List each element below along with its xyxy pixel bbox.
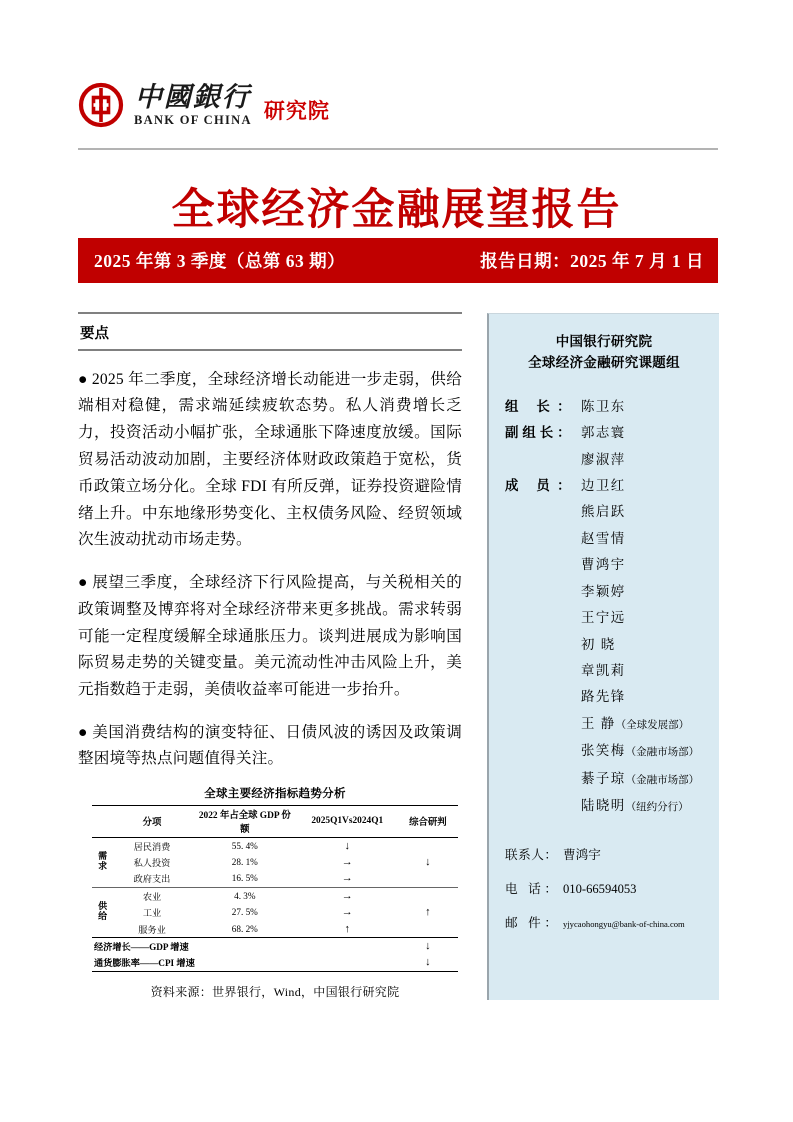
cell-judge: ↓ — [425, 856, 431, 869]
cell-share: 27. 5% — [231, 907, 258, 918]
cell-share: 68. 2% — [231, 923, 258, 934]
table-summary-row — [92, 937, 458, 954]
member-role: 成 员： — [505, 478, 571, 494]
cell-share: 55. 4% — [231, 840, 258, 851]
contact-person-label: 联系人： — [505, 847, 557, 862]
member-name: 郭志寰 — [581, 425, 626, 441]
group-label-demand: 需求 — [97, 851, 108, 872]
col-header-compare: 2025Q1Vs2024Q1 — [311, 816, 384, 827]
cell-compare: ↑ — [344, 922, 351, 935]
cell-item: 居民消费 — [133, 841, 171, 852]
member-name: 綦子琼（金融市场部） — [581, 770, 700, 786]
contact-phone-row — [499, 878, 709, 897]
highlights-rule-bottom — [78, 349, 462, 351]
team-member-row — [499, 611, 709, 624]
summary-label: 经济增长——GDP 增速 — [94, 941, 189, 952]
team-list — [499, 400, 709, 814]
table-row — [92, 887, 458, 904]
header-divider — [78, 148, 718, 150]
contact-person-value: 曹鸿宇 — [563, 847, 601, 862]
member-dept: （全球发展部） — [615, 719, 690, 731]
member-role: 副组长： — [505, 425, 571, 441]
member-dept: （纽约分行） — [625, 802, 689, 814]
member-role: 组 长： — [505, 398, 571, 414]
highlight-bullet: ● 2025 年二季度，全球经济增长动能进一步走弱，供给端相对稳健，需求端延续疲软态势。私人消费增长乏力，投资活动小幅扩张，全球通胀下降速度放缓。国际贸易活动波动加剧，主要经济体财政政策趋于宽松，货币政策立场分化。全球 FDI 有所反弹，证券投资避险情绪上升。中东地缘形势变化、主权债务风险、经贸领域次生波动扰动市场走势。 — [78, 370, 462, 549]
institute-label: 研究院 — [263, 99, 330, 123]
table-header-row — [92, 806, 458, 837]
col-header-judge: 综合研判 — [409, 818, 447, 829]
table-title: 全球主要经济指标趋势分析 — [204, 788, 346, 801]
member-name: 王 静（全球发展部） — [581, 715, 690, 731]
cell-item: 私人投资 — [133, 858, 171, 869]
team-member-row — [499, 426, 709, 439]
highlights-heading: 要点 — [80, 326, 109, 342]
cell-compare: → — [341, 889, 353, 902]
econ-indicator-table-wrap — [92, 785, 458, 999]
table-row — [92, 837, 458, 854]
panel-title — [499, 332, 709, 374]
team-member-row — [499, 479, 709, 492]
col-header-share: 2022 年占全球 GDP 份额 — [198, 811, 291, 836]
member-name: 边卫红 — [581, 478, 626, 494]
member-name: 王宁远 — [581, 610, 626, 626]
contact-phone-value: 010-66594053 — [563, 881, 637, 896]
highlights-column — [78, 312, 462, 1000]
team-member-row — [499, 772, 709, 787]
cell-share: 4. 3% — [234, 890, 256, 901]
cell-compare: → — [341, 906, 353, 919]
member-name: 曹鸿宇 — [581, 557, 626, 573]
team-member-row — [499, 453, 709, 466]
panel-title-line1: 中国银行研究院 — [555, 334, 653, 349]
team-member-row — [499, 532, 709, 545]
member-name: 路先锋 — [581, 689, 626, 705]
team-member-row — [499, 505, 709, 518]
team-member-row — [499, 717, 709, 732]
highlight-bullet: ● 展望三季度，全球经济下行风险提高，与关税相关的政策调整及博弈将对全球经济带来更多挑战。需求转弱可能一定程度缓解全球通胀压力。谈判进展成为影响国际贸易走势的关键变量。美元流动性冲击风险上升，美元指数趋于走弱，美债收益率可能进一步抬升。 — [78, 573, 462, 699]
cell-item: 农业 — [142, 891, 162, 902]
contact-email-value[interactable]: yjycaohongyu@bank-of-china.com — [563, 918, 685, 929]
cell-share: 28. 1% — [231, 857, 258, 868]
research-team-panel — [487, 313, 719, 1000]
table-corner-cell — [92, 806, 111, 837]
cell-compare: → — [341, 856, 353, 869]
contact-email-row — [499, 912, 709, 931]
page-header — [0, 0, 793, 150]
boc-wordmark-en: BANK OF CHINA — [134, 112, 252, 127]
cell-judge: ↑ — [425, 906, 431, 919]
contact-person-row — [499, 844, 709, 863]
bank-of-china-logo — [78, 82, 330, 128]
contact-block — [499, 844, 709, 931]
contact-email-label: 邮 件： — [505, 915, 557, 930]
team-member-row — [499, 400, 709, 413]
cell-compare: → — [341, 872, 353, 885]
team-member-row — [499, 638, 709, 651]
group-label-supply: 供给 — [97, 901, 108, 922]
member-name: 章凯莉 — [581, 662, 626, 678]
member-name: 廖淑萍 — [581, 451, 626, 467]
member-name: 张笑梅（金融市场部） — [581, 743, 700, 759]
table-source-note: 资料来源：世界银行，Wind，中国银行研究院 — [150, 984, 400, 999]
report-date: 报告日期：2025 年 7 月 1 日 — [480, 251, 704, 271]
team-member-row — [499, 558, 709, 571]
boc-wordmark — [134, 81, 252, 127]
team-member-row — [499, 744, 709, 759]
member-name: 陆晓明（纽约分行） — [581, 798, 689, 814]
cell-item: 服务业 — [138, 924, 166, 935]
cell-item: 工业 — [142, 908, 162, 919]
member-name: 陈卫东 — [581, 398, 626, 414]
summary-judge: ↓ — [425, 939, 431, 952]
highlight-bullet: ● 美国消费结构的演变特征、日债风波的诱因及政策调整困境等热点问题值得关注。 — [78, 723, 462, 768]
col-header-item: 分项 — [142, 818, 162, 829]
cell-share: 16. 5% — [231, 873, 258, 884]
summary-judge: ↓ — [425, 956, 431, 969]
contact-phone-label: 电 话： — [505, 881, 557, 896]
member-name: 赵雪情 — [581, 530, 626, 546]
team-member-row — [499, 664, 709, 677]
member-name: 李颖婷 — [581, 583, 626, 599]
summary-label: 通货膨胀率——CPI 增速 — [94, 958, 195, 969]
table-summary-row — [92, 954, 458, 971]
boc-emblem-icon — [78, 82, 124, 128]
team-member-row — [499, 690, 709, 703]
highlights-list — [78, 367, 462, 774]
team-member-row — [499, 799, 709, 814]
member-dept: （金融市场部） — [625, 774, 700, 786]
issue-banner — [78, 238, 718, 283]
panel-title-line2: 全球经济金融研究课题组 — [528, 354, 680, 370]
cell-item: 政府支出 — [133, 874, 171, 885]
cell-compare: ↓ — [344, 839, 351, 852]
member-dept: （金融市场部） — [625, 747, 700, 759]
boc-wordmark-cn: 中國銀行 — [134, 81, 251, 112]
team-member-row — [499, 585, 709, 598]
member-name: 初 晓 — [581, 636, 616, 652]
econ-indicator-table — [92, 805, 458, 971]
page-title: 全球经济金融展望报告 — [171, 187, 622, 234]
member-name: 熊启跃 — [581, 504, 626, 520]
issue-number: 2025 年第 3 季度（总第 63 期） — [94, 251, 346, 271]
